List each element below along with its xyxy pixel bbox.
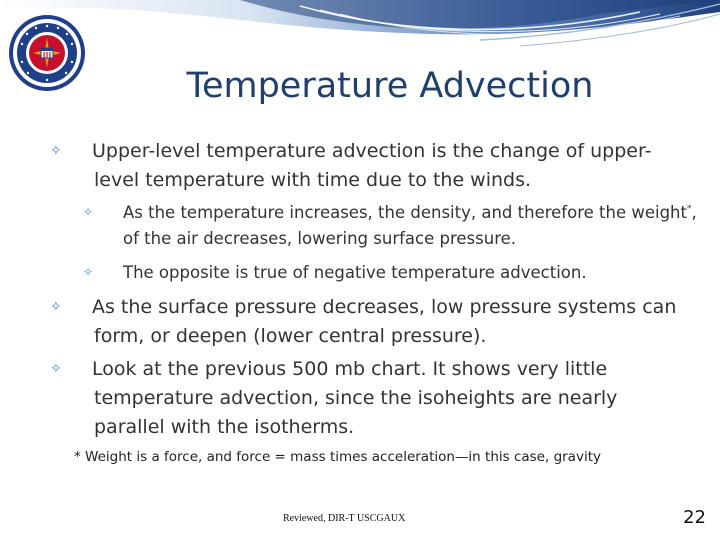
- bullet-marker-icon: ✧: [83, 265, 94, 279]
- bullet-marker-icon: ✧: [50, 299, 62, 315]
- bullet-text: The opposite is true of negative temperature advection.: [123, 263, 587, 282]
- slide-title: Temperature Advection: [186, 66, 594, 106]
- bullet-upper-level-advection: [50, 137, 690, 195]
- bullet-surface-pressure: [50, 293, 690, 351]
- bullet-text: Look at the previous 500 mb chart. It shows very little temperature advection, since the isoheights are nearly parallel with the isotherms.: [92, 358, 618, 438]
- bullet-text: As the surface pressure decreases, low pressure systems can form, or deepen (lower central pressure).: [92, 296, 677, 347]
- bullet-text: Upper-level temperature advection is the change of upper-level temperature with time due to the winds.: [92, 140, 652, 191]
- bullet-text-before: As the temperature increases, the density, and therefore the weight: [123, 203, 687, 222]
- bullet-marker-icon: ✧: [50, 361, 62, 377]
- sub-bullet-negative-advection: [83, 259, 703, 286]
- uscg-auxiliary-seal-logo: [8, 14, 86, 92]
- page-number: 22: [683, 507, 706, 528]
- footnote: * Weight is a force, and force = mass times acceleration—in this case, gravity: [74, 449, 601, 465]
- bullet-marker-icon: ✧: [83, 205, 94, 219]
- sub-bullet-density-weight: [83, 199, 703, 252]
- footnote-marker: *: [686, 204, 692, 214]
- footer-reviewed: Reviewed, DIR-T USCGAUX: [283, 513, 406, 524]
- bullet-text-after: , of the air decreases, lowering surface pressure.: [123, 203, 697, 248]
- bullet-500mb-chart: [50, 355, 690, 442]
- bullet-marker-icon: ✧: [50, 143, 62, 159]
